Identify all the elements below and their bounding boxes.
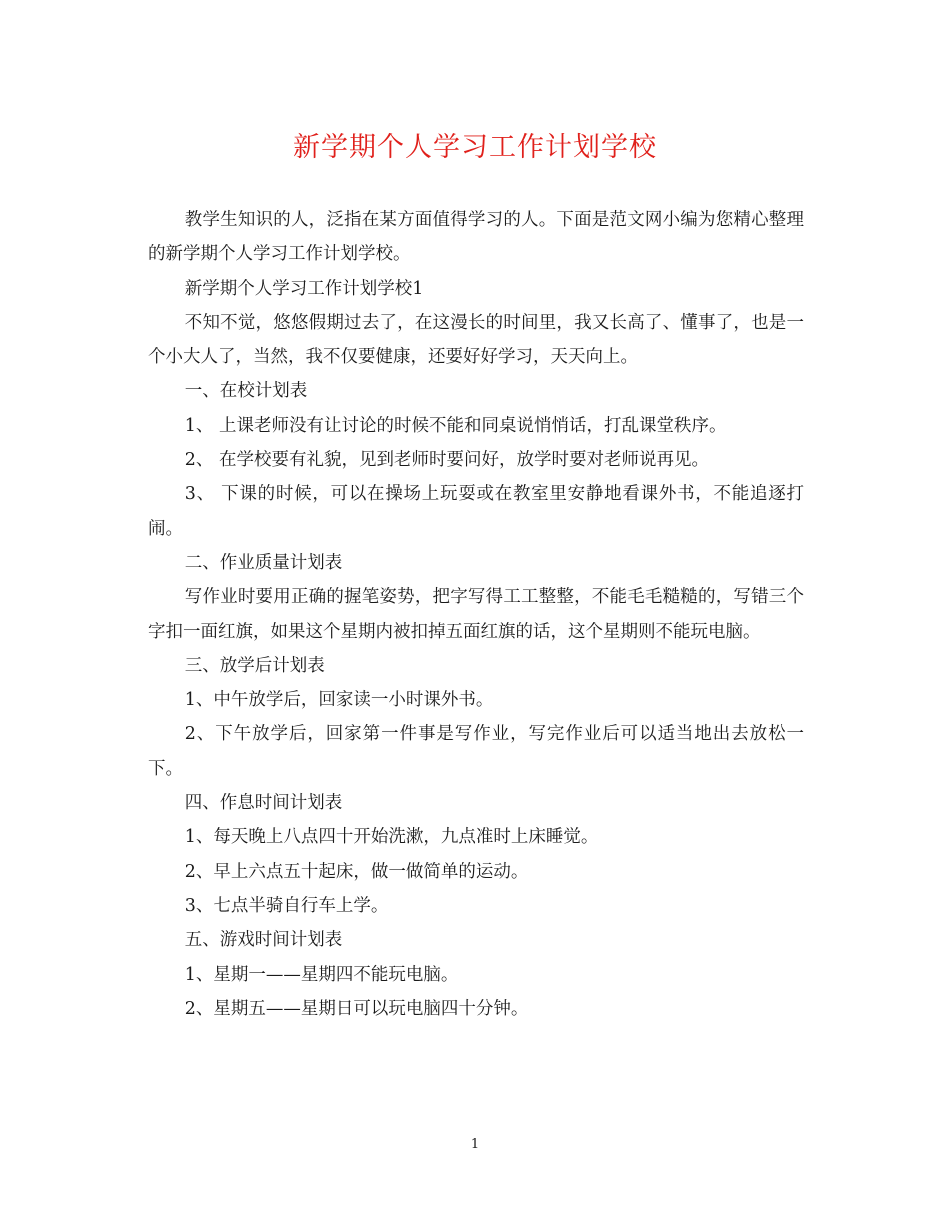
- list-item: 1、每天晚上八点四十开始洗漱，九点准时上床睡觉。: [184, 827, 599, 848]
- list-item: 2、下午放学后，回家第一件事是写作业，写完作业后可以适当地出去放松一下。: [148, 724, 804, 779]
- paragraph-intro: 教学生知识的人，泛指在某方面值得学习的人。下面是范文网小编为您精心整理的新学期个人学习工作计划学校。: [148, 210, 804, 265]
- paragraph-subtitle: 新学期个人学习工作计划学校1: [184, 278, 424, 299]
- list-item: 3、 下课的时候，可以在操场上玩耍或在教室里安静地看课外书，不能追逐打闹。: [148, 484, 804, 539]
- list-item: 1、 上课老师没有让讨论的时候不能和同桌说悄悄话，打乱课堂秩序。: [184, 415, 727, 436]
- page-number: 1: [470, 1137, 480, 1152]
- document-body: [148, 203, 804, 1026]
- paragraph-homework: 写作业时要用正确的握笔姿势，把字写得工工整整，不能毛毛糙糙的，写错三个字扣一面红旗，如果这个星期内被扣掉五面红旗的话，这个星期则不能玩电脑。: [148, 587, 804, 642]
- list-item: 1、中午放学后，回家读一小时课外书。: [184, 690, 494, 711]
- section-heading-game-time-plan: 五、游戏时间计划表: [184, 930, 343, 951]
- list-item: 3、七点半骑自行车上学。: [184, 895, 389, 916]
- section-heading-homework-plan: 二、作业质量计划表: [184, 552, 343, 573]
- section-heading-school-plan: 一、在校计划表: [184, 381, 308, 402]
- list-item: 2、星期五——星期日可以玩电脑四十分钟。: [184, 998, 529, 1019]
- section-heading-schedule-plan: 四、作息时间计划表: [184, 793, 343, 814]
- section-heading-after-school-plan: 三、放学后计划表: [184, 655, 325, 676]
- paragraph-opening: 不知不觉，悠悠假期过去了，在这漫长的时间里，我又长高了、懂事了，也是一个小大人了，当然，我不仅要健康，还要好好学习，天天向上。: [148, 312, 804, 368]
- list-item: 2、 在学校要有礼貌，见到老师时要问好，放学时要对老师说再见。: [184, 450, 709, 471]
- list-item: 2、早上六点五十起床，做一做简单的运动。: [184, 861, 529, 882]
- document-title: 新学期个人学习工作计划学校: [293, 132, 657, 163]
- list-item: 1、星期一——星期四不能玩电脑。: [184, 964, 459, 985]
